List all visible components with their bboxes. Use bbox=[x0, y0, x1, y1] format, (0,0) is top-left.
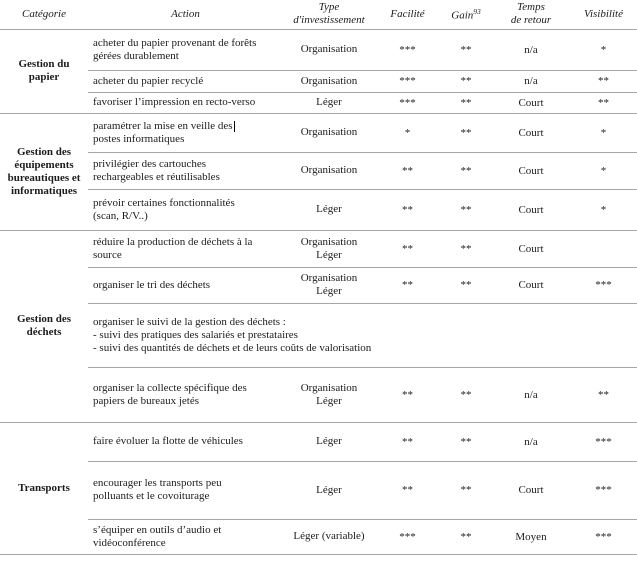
temps-cell: n/a bbox=[492, 422, 570, 461]
gain-cell: ** bbox=[440, 92, 492, 113]
column-header-categorie: Catégorie bbox=[0, 0, 88, 29]
action-cell: s’équiper en outils d’audio et vidéoconférence bbox=[88, 519, 283, 554]
visibilite-cell: * bbox=[570, 189, 637, 230]
category-cell: Gestion des déchets bbox=[0, 230, 88, 422]
visibilite-cell: * bbox=[570, 29, 637, 70]
temps-cell: Court bbox=[492, 267, 570, 303]
gain-cell: ** bbox=[440, 367, 492, 422]
gain-cell: ** bbox=[440, 461, 492, 519]
type-cell: Léger bbox=[283, 92, 375, 113]
column-header-temps: Temps de retour bbox=[492, 0, 570, 29]
temps-cell: n/a bbox=[492, 70, 570, 92]
column-header-visibilite: Visibilité bbox=[570, 0, 637, 29]
temps-cell: Moyen bbox=[492, 519, 570, 554]
temps-cell: Court bbox=[492, 92, 570, 113]
facilite-cell: *** bbox=[375, 92, 440, 113]
table-row bbox=[0, 461, 637, 519]
visibilite-cell: ** bbox=[570, 70, 637, 92]
table-row bbox=[0, 113, 637, 152]
table-row bbox=[0, 152, 637, 189]
table-row bbox=[0, 29, 637, 70]
visibilite-cell: *** bbox=[570, 422, 637, 461]
visibilite-cell: * bbox=[570, 152, 637, 189]
gain-cell: ** bbox=[440, 29, 492, 70]
facilite-cell: *** bbox=[375, 519, 440, 554]
temps-cell: n/a bbox=[492, 29, 570, 70]
table-row bbox=[0, 422, 637, 461]
action-cell: organiser la collecte spécifique des papiers de bureaux jetés bbox=[88, 367, 283, 422]
facilite-cell: ** bbox=[375, 461, 440, 519]
facilite-cell: *** bbox=[375, 29, 440, 70]
temps-cell: n/a bbox=[492, 367, 570, 422]
facilite-cell: ** bbox=[375, 267, 440, 303]
column-header-action: Action bbox=[88, 0, 283, 29]
facilite-cell: ** bbox=[375, 367, 440, 422]
temps-cell: Court bbox=[492, 152, 570, 189]
visibilite-cell: *** bbox=[570, 461, 637, 519]
facilite-cell: ** bbox=[375, 422, 440, 461]
temps-cell: Court bbox=[492, 230, 570, 267]
type-cell: Organisation bbox=[283, 152, 375, 189]
header-row bbox=[0, 0, 637, 29]
visibilite-cell bbox=[570, 230, 637, 267]
gain-cell: ** bbox=[440, 113, 492, 152]
type-cell: Organisation bbox=[283, 29, 375, 70]
category-cell: Gestion du papier bbox=[0, 29, 88, 113]
column-header-gain: Gain$^{93}$ bbox=[440, 0, 492, 29]
gain-cell: ** bbox=[440, 422, 492, 461]
table-row bbox=[0, 303, 637, 367]
temps-cell: Court bbox=[492, 113, 570, 152]
action-cell: réduire la production de déchets à la source bbox=[88, 230, 283, 267]
table-row bbox=[0, 267, 637, 303]
gain-cell: ** bbox=[440, 230, 492, 267]
type-cell: Organisation bbox=[283, 70, 375, 92]
column-header-facilite: Facilité bbox=[375, 0, 440, 29]
temps-cell: Court bbox=[492, 461, 570, 519]
table-row bbox=[0, 92, 637, 113]
category-cell: Transports bbox=[0, 422, 88, 554]
action-cell: organiser le tri des déchets bbox=[88, 267, 283, 303]
table-row bbox=[0, 189, 637, 230]
action-cell: faire évoluer la flotte de véhicules bbox=[88, 422, 283, 461]
gain-cell: ** bbox=[440, 189, 492, 230]
type-cell: Léger bbox=[283, 422, 375, 461]
facilite-cell: ** bbox=[375, 230, 440, 267]
type-cell: Organisation Léger bbox=[283, 230, 375, 267]
gain-cell: ** bbox=[440, 519, 492, 554]
column-header-type: Type d'investissement bbox=[283, 0, 375, 29]
table-row bbox=[0, 519, 637, 554]
footnote-reference: 93 bbox=[473, 7, 481, 17]
gain-cell: ** bbox=[440, 152, 492, 189]
facilite-cell: *** bbox=[375, 70, 440, 92]
type-cell: Léger bbox=[283, 461, 375, 519]
action-cell: acheter du papier provenant de forêts gérées durablement bbox=[88, 29, 283, 70]
action-cell: paramétrer la mise en veille des postes informatiques bbox=[88, 113, 283, 152]
action-cell: organiser le suivi de la gestion des déchets : - suivi des pratiques des salariés et prestataires - suivi des quantités de déchets et de leurs coûts de valorisation bbox=[88, 303, 637, 367]
action-cell: acheter du papier recyclé bbox=[88, 70, 283, 92]
table-row bbox=[0, 367, 637, 422]
text-cursor bbox=[234, 121, 235, 132]
table-row bbox=[0, 70, 637, 92]
type-cell: Léger (variable) bbox=[283, 519, 375, 554]
facilite-cell: ** bbox=[375, 152, 440, 189]
action-cell: prévoir certaines fonctionnalités (scan, R/V..) bbox=[88, 189, 283, 230]
type-cell: Organisation bbox=[283, 113, 375, 152]
action-cell: encourager les transports peu polluants et le covoiturage bbox=[88, 461, 283, 519]
action-cell: favoriser l’impression en recto-verso bbox=[88, 92, 283, 113]
temps-cell: Court bbox=[492, 189, 570, 230]
table-body bbox=[0, 29, 637, 554]
facilite-cell: * bbox=[375, 113, 440, 152]
facilite-cell: ** bbox=[375, 189, 440, 230]
visibilite-cell: *** bbox=[570, 519, 637, 554]
visibilite-cell: ** bbox=[570, 367, 637, 422]
type-cell: Organisation Léger bbox=[283, 267, 375, 303]
action-cell: privilégier des cartouches rechargeables et réutilisables bbox=[88, 152, 283, 189]
category-cell: Gestion des équipements bureautiques et informatiques bbox=[0, 113, 88, 230]
table-row bbox=[0, 230, 637, 267]
gain-cell: ** bbox=[440, 267, 492, 303]
type-cell: Léger bbox=[283, 189, 375, 230]
visibilite-cell: *** bbox=[570, 267, 637, 303]
visibilite-cell: * bbox=[570, 113, 637, 152]
type-cell: Organisation Léger bbox=[283, 367, 375, 422]
gain-cell: ** bbox=[440, 70, 492, 92]
visibilite-cell: ** bbox=[570, 92, 637, 113]
